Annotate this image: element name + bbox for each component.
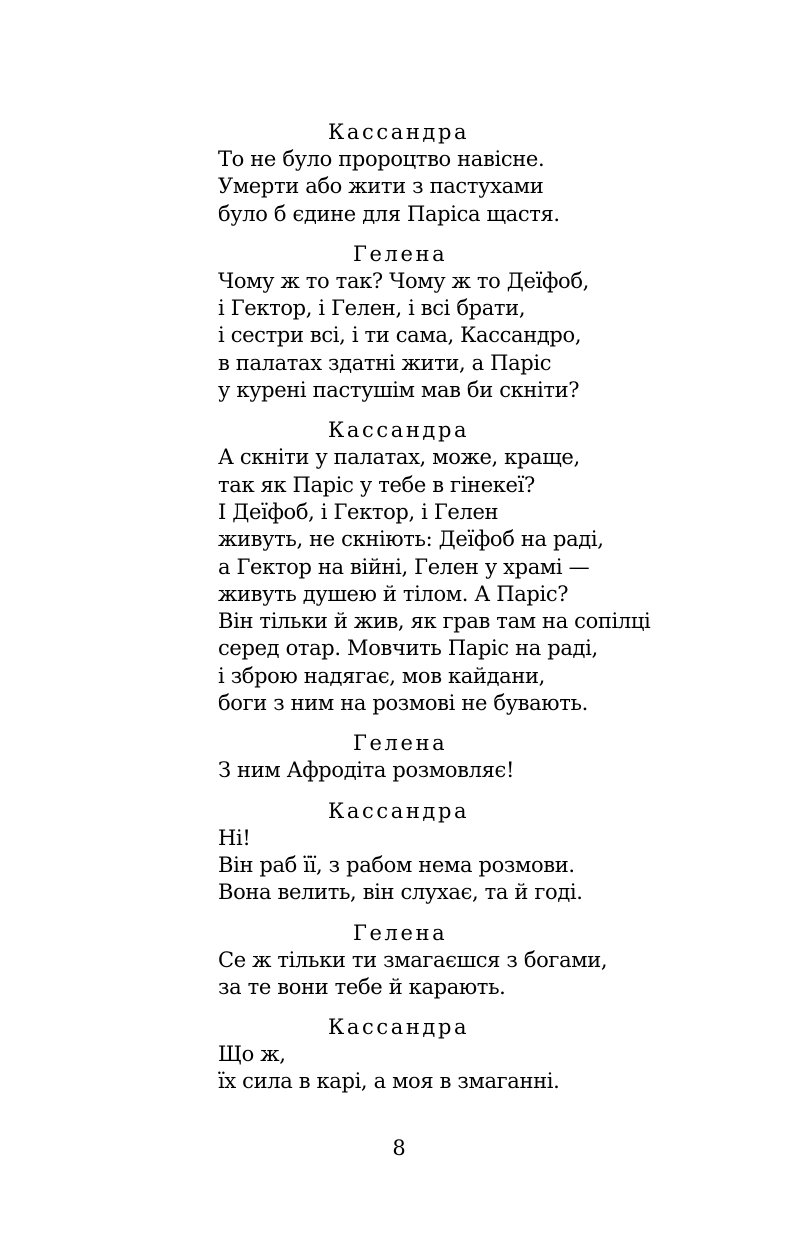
speech-block — [218, 730, 688, 784]
speech-block — [218, 920, 688, 1002]
speaker-name: Гелена — [353, 731, 448, 756]
verse-line: в палатах здатні жити, а Паріс — [218, 350, 552, 375]
verse-line: Умерти або жити з пастухами — [218, 174, 544, 199]
verse-line: у курені пастушім мав би скніти? — [218, 378, 580, 403]
speech-block — [218, 1014, 688, 1096]
verse-line: Ні! — [218, 825, 251, 850]
speech-block — [218, 417, 688, 717]
speaker-name: Гелена — [353, 920, 448, 945]
verse-line: Се ж тільки ти змагаєшся з богами, — [218, 947, 608, 972]
verse-line: так як Паріс у тебе в гінекеї? — [218, 472, 535, 497]
verse-line: Вона велить, він слухає, та й годі. — [218, 880, 583, 905]
verse-line: То не було пророцтво навісне. — [218, 147, 545, 171]
verse-line: і сестри всі, і ти сама, Кассандро, — [218, 323, 582, 348]
verse-line: і Гектор, і Гелен, і всі брати, — [218, 296, 526, 321]
page-number: 8 — [392, 1136, 406, 1160]
verse-line: а Гектор на війні, Гелен у храмі — — [218, 554, 590, 579]
verse-line: боги з ним на розмові не бувають. — [218, 691, 588, 716]
verse-line: Чому ж то так? Чому ж то Деїфоб, — [218, 268, 589, 293]
verse-line: З ним Афродіта розмовляє! — [218, 758, 515, 783]
speaker-name: Кассандра — [328, 120, 470, 144]
speech-block — [218, 241, 688, 404]
dialogue-text — [218, 119, 688, 1109]
verse-line: І Деїфоб, і Гектор, і Гелен — [218, 499, 499, 524]
speaker-name: Кассандра — [328, 418, 470, 443]
speaker-name: Кассандра — [328, 798, 470, 823]
verse-line: живуть, не скніють: Деїфоб на раді, — [218, 527, 604, 552]
speaker-name: Кассандра — [328, 1015, 470, 1040]
verse-line: Що ж, — [218, 1042, 286, 1067]
speech-block — [218, 798, 688, 907]
verse-line: було б єдине для Паріса щастя. — [218, 201, 560, 226]
verse-line: Він раб її, з рабом нема розмови. — [218, 852, 575, 877]
verse-line: і зброю надягає, мов кайдани, — [218, 663, 545, 688]
speech-block — [218, 119, 688, 228]
verse-line: живуть душею й тілом. А Паріс? — [218, 581, 569, 606]
verse-line: серед отар. Мовчить Паріс на раді, — [218, 636, 598, 661]
verse-line: за те вони тебе й карають. — [218, 974, 506, 999]
speaker-name: Гелена — [353, 241, 448, 266]
verse-line: їх сила в карі, а моя в змаганні. — [218, 1069, 560, 1094]
verse-line: Він тільки й жив, як грав там на сопілці — [218, 609, 651, 634]
verse-line: А скніти у палатах, може, краще, — [218, 445, 580, 470]
